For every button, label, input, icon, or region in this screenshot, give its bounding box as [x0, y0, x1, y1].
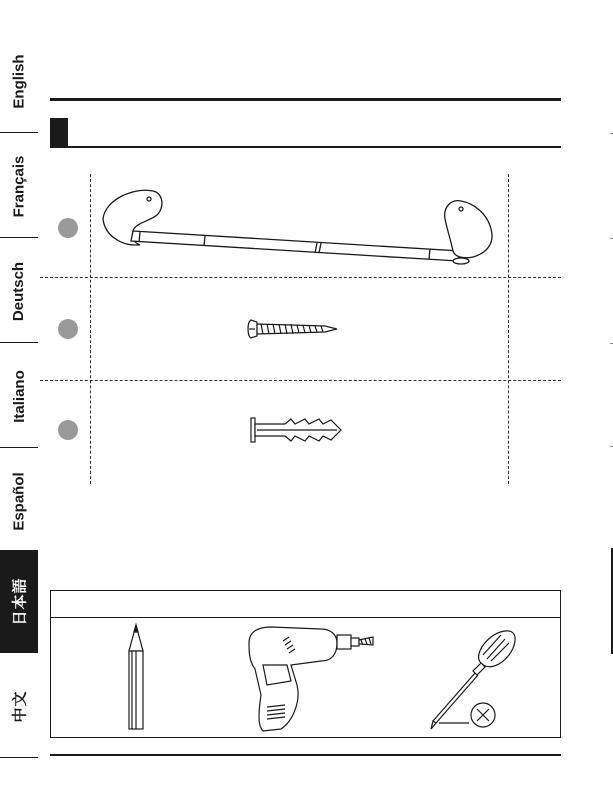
tab-japanese[interactable] — [0, 550, 38, 653]
section-marker — [50, 118, 68, 146]
tab-label: 日本語 — [10, 576, 29, 626]
section-rule — [50, 146, 561, 148]
divider — [40, 380, 561, 381]
tools-header — [51, 591, 560, 618]
part-marker — [58, 218, 78, 238]
tab-espanol[interactable] — [0, 450, 38, 553]
tab-francais[interactable] — [0, 135, 38, 238]
wall-anchor-icon — [245, 414, 345, 446]
divider — [40, 277, 561, 278]
drill-icon — [241, 621, 376, 736]
screw-icon — [245, 316, 340, 342]
divider — [508, 174, 509, 484]
tab-english[interactable] — [0, 30, 38, 133]
tab-label: Français — [10, 155, 28, 217]
tab-deutsch[interactable] — [0, 240, 38, 343]
tab-label: 中文 — [10, 689, 29, 723]
footer-rule — [50, 754, 561, 756]
header-rule — [50, 98, 561, 101]
phillips-screwdriver-icon — [421, 625, 526, 733]
tab-label: Italiano — [10, 369, 28, 423]
tab-label: Español — [10, 471, 28, 531]
tools-box — [50, 590, 561, 738]
pencil-icon — [121, 621, 151, 733]
divider — [90, 174, 91, 484]
towel-bar-icon — [95, 179, 505, 274]
tab-italiano[interactable] — [0, 345, 38, 448]
tab-chinese[interactable] — [0, 655, 38, 758]
tab-label: Deutsch — [10, 261, 28, 321]
part-marker — [58, 319, 78, 339]
language-tabs — [0, 30, 38, 750]
tab-label: English — [10, 53, 28, 109]
part-marker — [58, 420, 78, 440]
parts-list — [40, 174, 561, 484]
